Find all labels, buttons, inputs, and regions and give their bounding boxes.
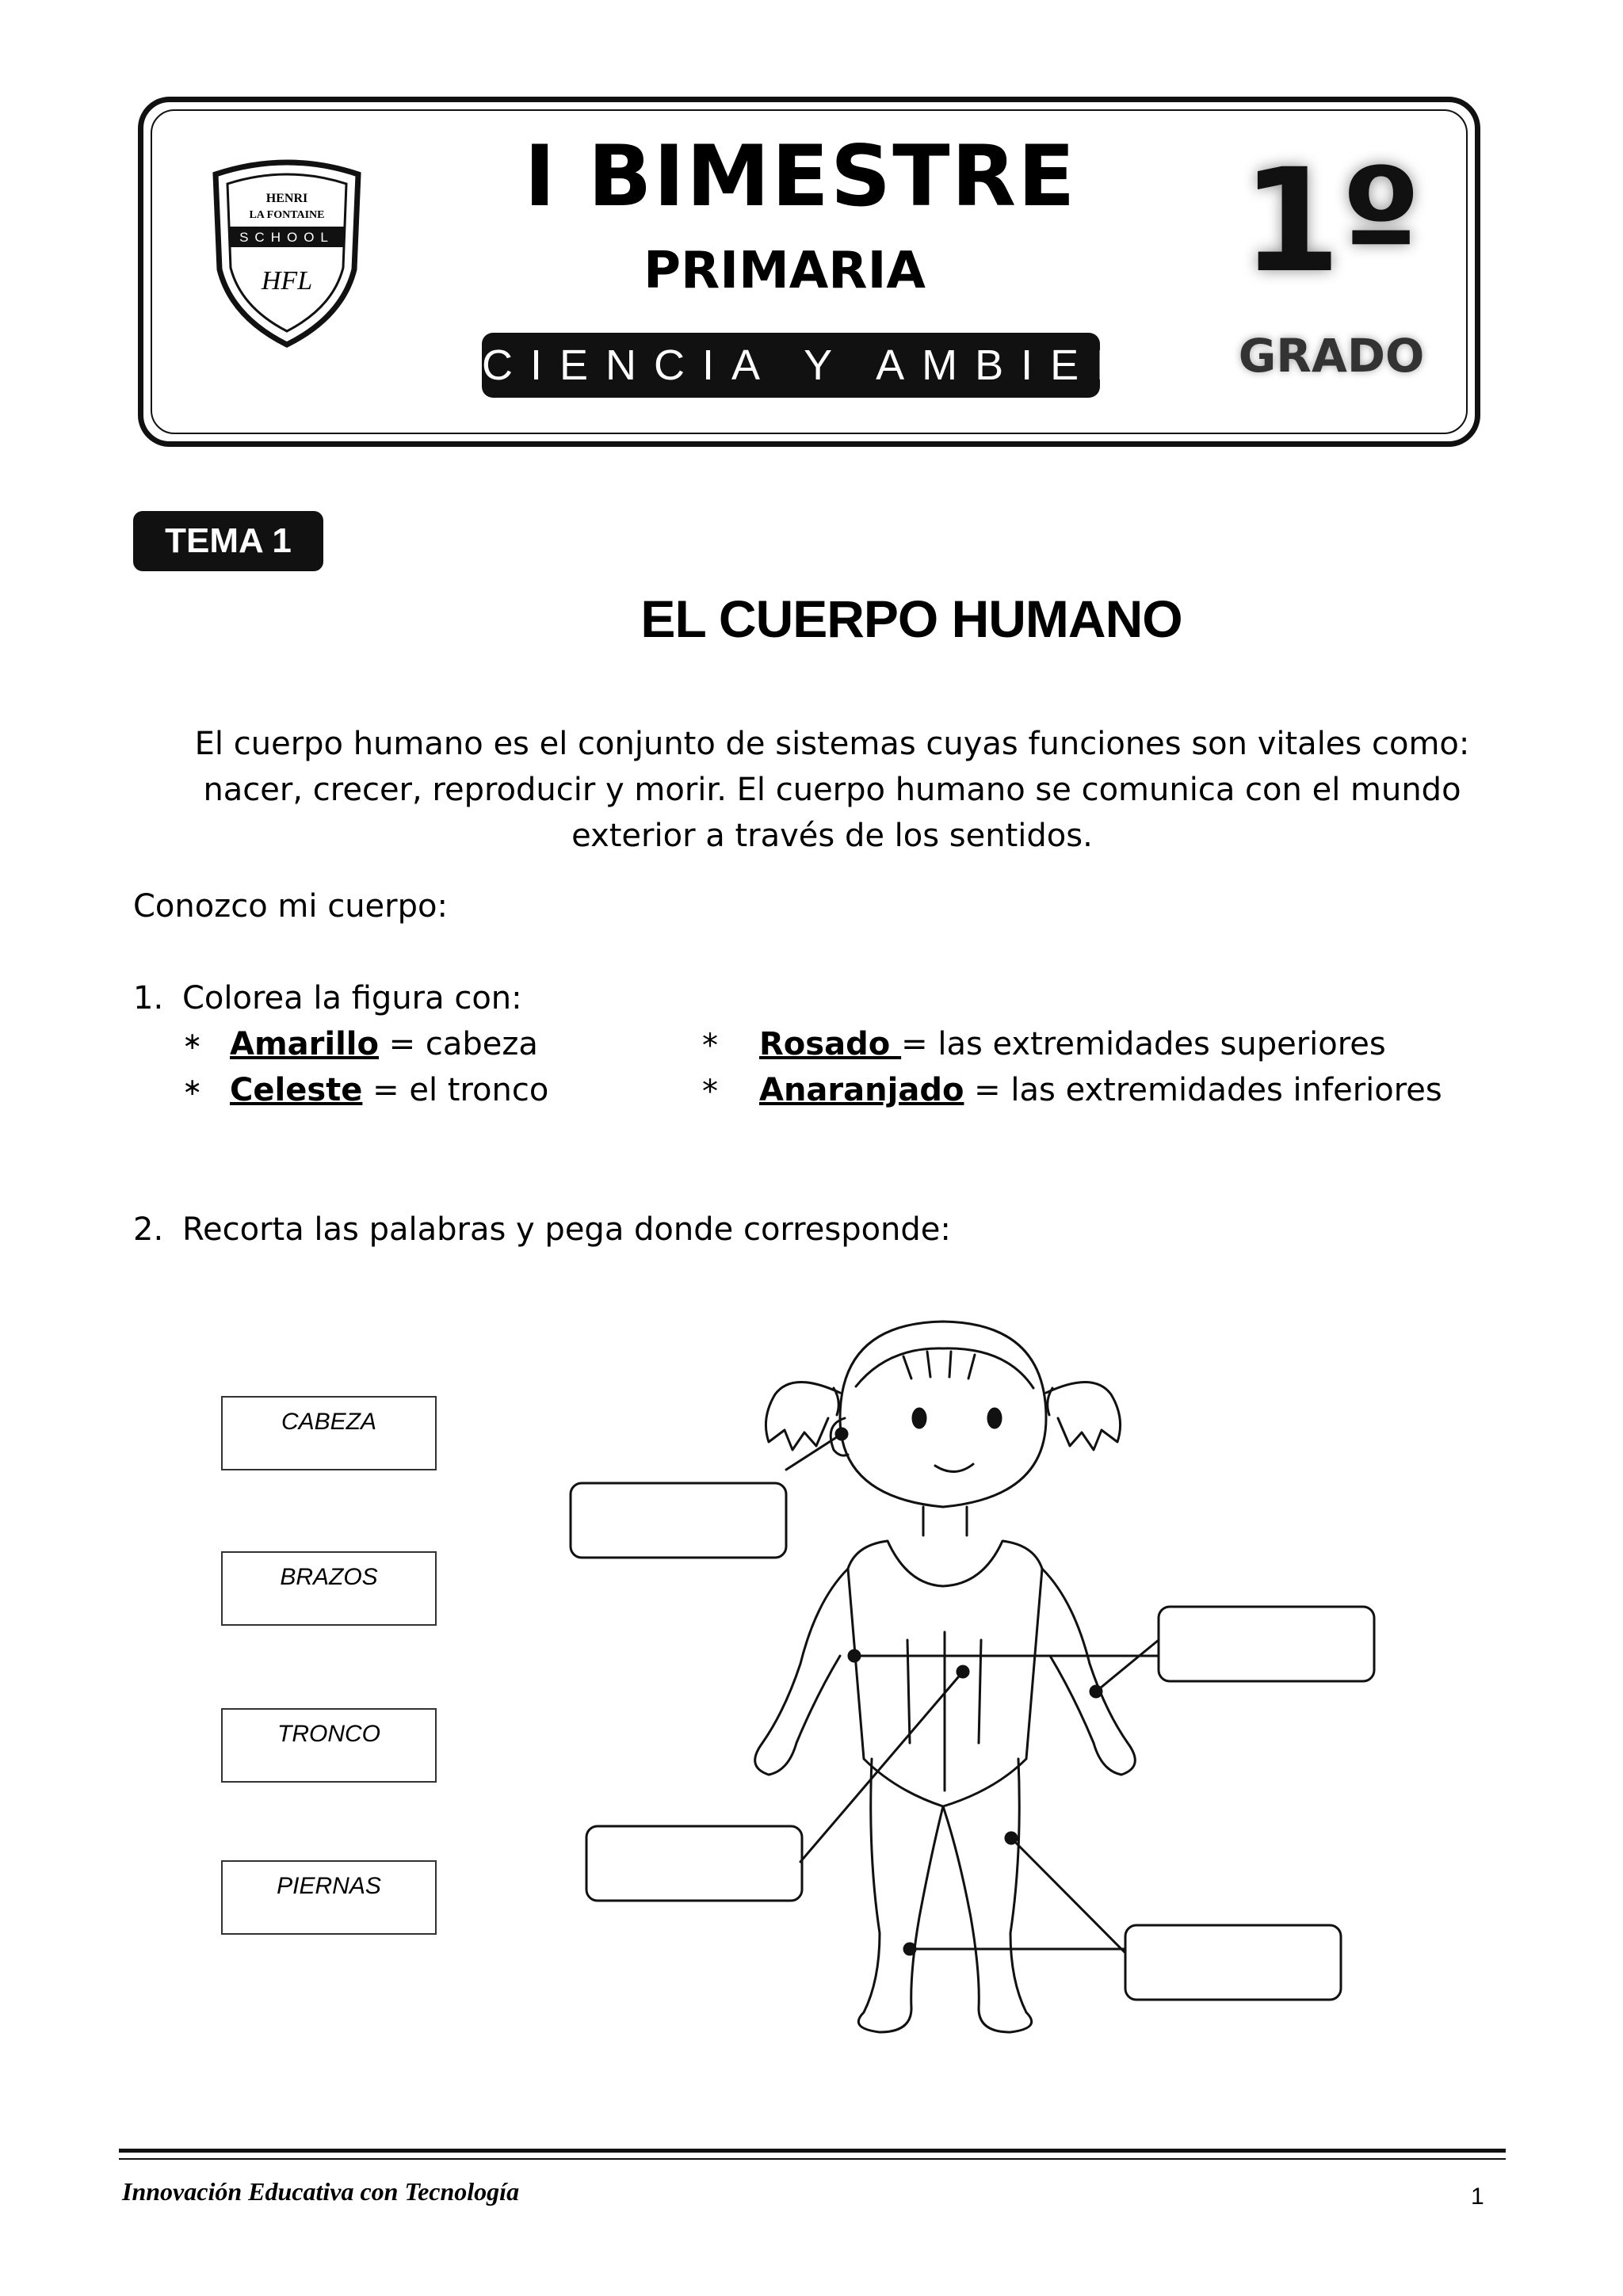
label-box-legs — [1125, 1925, 1341, 2000]
connector-line — [1011, 1838, 1125, 1953]
footer-text: Innovación Educativa con Tecnología — [122, 2177, 520, 2206]
color-desc: = las extremidades superiores — [901, 1026, 1386, 1062]
page-title: EL CUERPO HUMANO — [640, 589, 1182, 648]
leg-left — [858, 1759, 943, 2032]
footer-rule-thick — [119, 2149, 1506, 2153]
section-subtitle: Conozco mi cuerpo: — [133, 888, 448, 925]
exercise1-number: 1. — [133, 980, 164, 1016]
color-desc: = el tronco — [362, 1072, 549, 1108]
bangs — [856, 1348, 1033, 1388]
svg-text:SCHOOL: SCHOOL — [239, 230, 334, 245]
color-item-amarillo — [230, 1028, 538, 1060]
intro-paragraph: El cuerpo humano es el conjunto de sistemas cuyas funciones son vitales como: nacer, crecer, reproducir y morir. El cuerpo humano se comunica con el mundo exterior a través de los sentidos. — [194, 726, 1470, 854]
color-desc: = cabeza — [378, 1026, 538, 1062]
color-item-anaranjado — [759, 1074, 1442, 1106]
svg-text:HFL: HFL — [261, 266, 313, 296]
word-card-tronco[interactable]: TRONCO — [221, 1708, 437, 1783]
color-item-celeste — [230, 1074, 548, 1106]
arm-left — [755, 1569, 848, 1775]
label-box-arms — [1159, 1607, 1374, 1681]
connector-line — [1096, 1640, 1159, 1691]
eye-left — [913, 1409, 926, 1428]
bullet-icon: * — [702, 1028, 718, 1064]
word-card-cabeza[interactable]: CABEZA — [221, 1396, 437, 1470]
page-number: 1 — [1471, 2183, 1484, 2210]
leg-right — [943, 1759, 1032, 2032]
footer-rule-thin — [119, 2158, 1506, 2160]
connector-line — [786, 1434, 842, 1470]
pigtail-right — [1046, 1382, 1121, 1450]
bimestre-title: I BIMESTRE — [524, 128, 1077, 225]
exercise1-instruction: Colorea la figura con: — [182, 980, 522, 1016]
color-name: Celeste — [230, 1072, 363, 1108]
bullet-icon: ∗ — [182, 1074, 203, 1101]
exercise2-number: 2. — [133, 1211, 164, 1248]
connector-line — [800, 1672, 963, 1862]
svg-text:HENRI: HENRI — [265, 192, 308, 205]
exercise2-instruction: Recorta las palabras y pega donde corresponde: — [182, 1211, 951, 1248]
color-name: Rosado — [759, 1026, 902, 1062]
label-box-head — [571, 1483, 786, 1558]
svg-text:LA FONTAINE: LA FONTAINE — [249, 209, 325, 221]
eye-right — [988, 1409, 1001, 1428]
child-body-figure — [555, 1299, 1426, 2060]
color-name: Anaranjado — [759, 1072, 964, 1108]
subject-banner: CIENCIA Y AMBIENTE — [482, 333, 1100, 398]
mouth — [935, 1464, 973, 1472]
grade-label: GRADO — [1238, 329, 1425, 383]
label-box-trunk — [586, 1826, 802, 1901]
color-desc: = las extremidades inferiores — [964, 1072, 1442, 1108]
bullet-icon: ∗ — [182, 1028, 203, 1055]
color-item-rosado — [759, 1028, 1386, 1060]
bullet-icon: * — [702, 1074, 718, 1110]
tema-badge: TEMA 1 — [133, 511, 323, 571]
grade-number: 1º — [1241, 139, 1422, 304]
color-name: Amarillo — [230, 1026, 379, 1062]
word-card-brazos[interactable]: BRAZOS — [221, 1551, 437, 1626]
pigtail-left — [766, 1382, 840, 1450]
school-crest-logo — [208, 151, 366, 349]
word-card-piernas[interactable]: PIERNAS — [221, 1860, 437, 1935]
level-title: PRIMARIA — [643, 242, 926, 300]
